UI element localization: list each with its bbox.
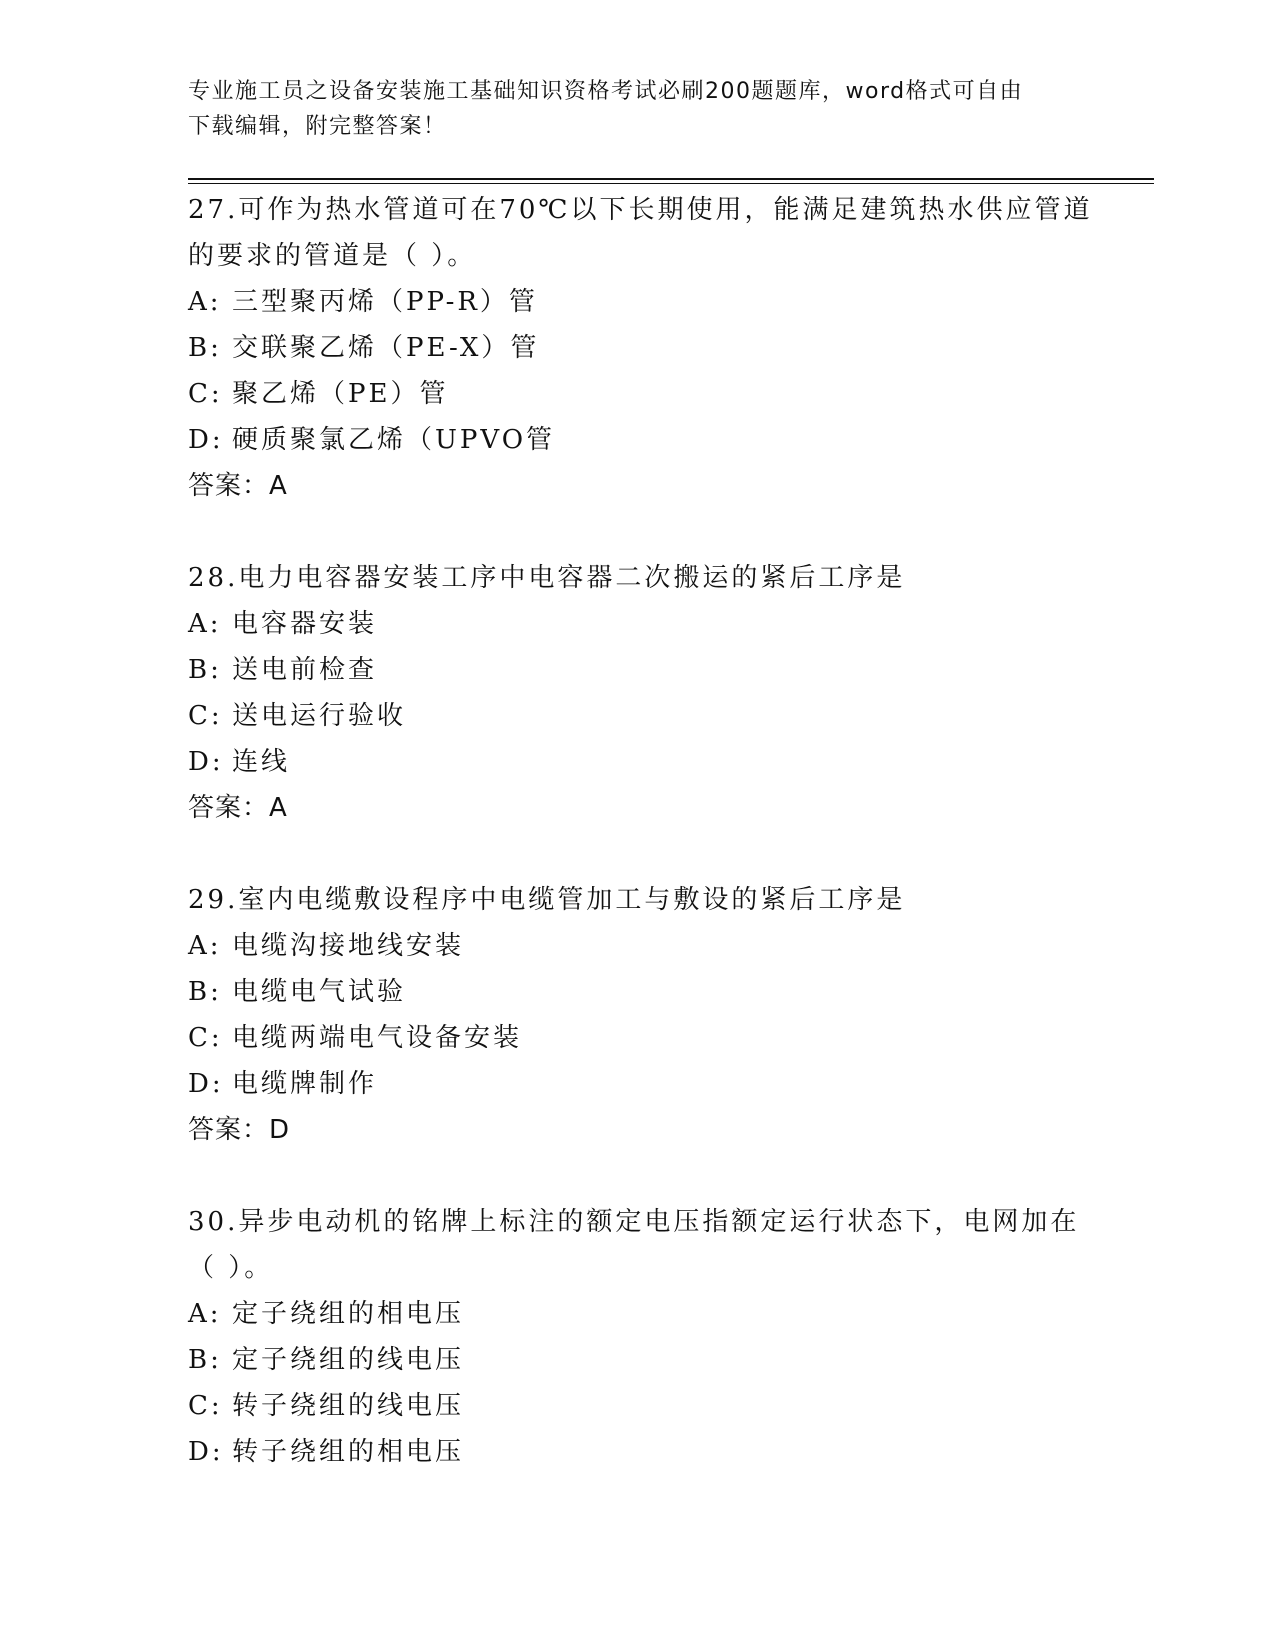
option-row [188,647,1088,693]
option-letter: C: [188,1391,223,1421]
header-line-2: 下载编辑，附完整答案！ [188,114,447,139]
option-letter: D: [188,1069,224,1099]
option-row [188,279,1088,325]
answer-line: 答案：A [188,471,288,501]
document-header [188,74,1088,144]
option-letter: D: [188,1437,224,1467]
header-divider-thick [188,178,1154,180]
option-row [188,325,1088,371]
option-letter: A: [188,931,222,961]
option-row [188,1291,1088,1337]
question-list [188,187,1093,1521]
option-text: 连线 [232,747,291,777]
question-text: 27.可作为热水管道可在70℃以下长期使用，能满足建筑热水供应管道 [188,195,1093,225]
option-row [188,417,1088,463]
option-text: 定子绕组的相电压 [232,1299,465,1329]
option-letter: C: [188,701,223,731]
option-letter: C: [188,1023,223,1053]
option-text: 送电前检查 [232,655,378,685]
question-block [188,187,1093,509]
option-text: 转子绕组的线电压 [232,1391,465,1421]
option-text: 转子绕组的相电压 [232,1437,465,1467]
question-block [188,555,1088,831]
option-letter: B: [188,655,222,685]
option-text: 定子绕组的线电压 [232,1345,465,1375]
question-text: 30.异步电动机的铭牌上标注的额定电压指额定运行状态下，电网加在 [188,1207,1080,1237]
option-row [188,601,1088,647]
answer-line: 答案：A [188,793,288,823]
option-row [188,1383,1088,1429]
option-letter: B: [188,977,222,1007]
question-text: （ ）。 [188,1253,274,1283]
question-text: 28.电力电容器安装工序中电容器二次搬运的紧后工序是 [188,563,906,593]
option-row [188,739,1088,785]
option-row [188,371,1088,417]
option-text: 电容器安装 [232,609,378,639]
option-letter: A: [188,287,222,317]
option-row [188,1429,1088,1475]
option-row [188,1337,1088,1383]
option-letter: A: [188,1299,222,1329]
question-block [188,877,1088,1153]
question-block [188,1199,1088,1475]
option-text: 交联聚乙烯（PE-X）管 [232,333,540,363]
question-text: 29.室内电缆敷设程序中电缆管加工与敷设的紧后工序是 [188,885,906,915]
option-letter: D: [188,747,224,777]
option-row [188,1015,1088,1061]
option-letter: A: [188,609,222,639]
option-row [188,693,1088,739]
option-letter: B: [188,333,222,363]
option-row [188,1061,1088,1107]
option-row [188,923,1088,969]
option-text: 电缆沟接地线安装 [232,931,465,961]
option-text: 聚乙烯（PE）管 [232,379,449,409]
option-letter: C: [188,379,223,409]
option-text: 电缆牌制作 [232,1069,378,1099]
option-letter: D: [188,425,224,455]
header-line-1: 专业施工员之设备安装施工基础知识资格考试必刷200题题库，word格式可自由 [188,79,1024,104]
option-text: 三型聚丙烯（PP-R）管 [232,287,538,317]
header-divider-thin [188,183,1154,184]
option-text: 电缆电气试验 [232,977,407,1007]
option-text: 电缆两端电气设备安装 [232,1023,523,1053]
option-text: 送电运行验收 [232,701,407,731]
answer-line: 答案：D [188,1115,291,1145]
question-text: 的要求的管道是（ ）。 [188,241,477,271]
option-text: 硬质聚氯乙烯（UPVO管 [232,425,556,455]
option-row [188,969,1088,1015]
option-letter: B: [188,1345,222,1375]
